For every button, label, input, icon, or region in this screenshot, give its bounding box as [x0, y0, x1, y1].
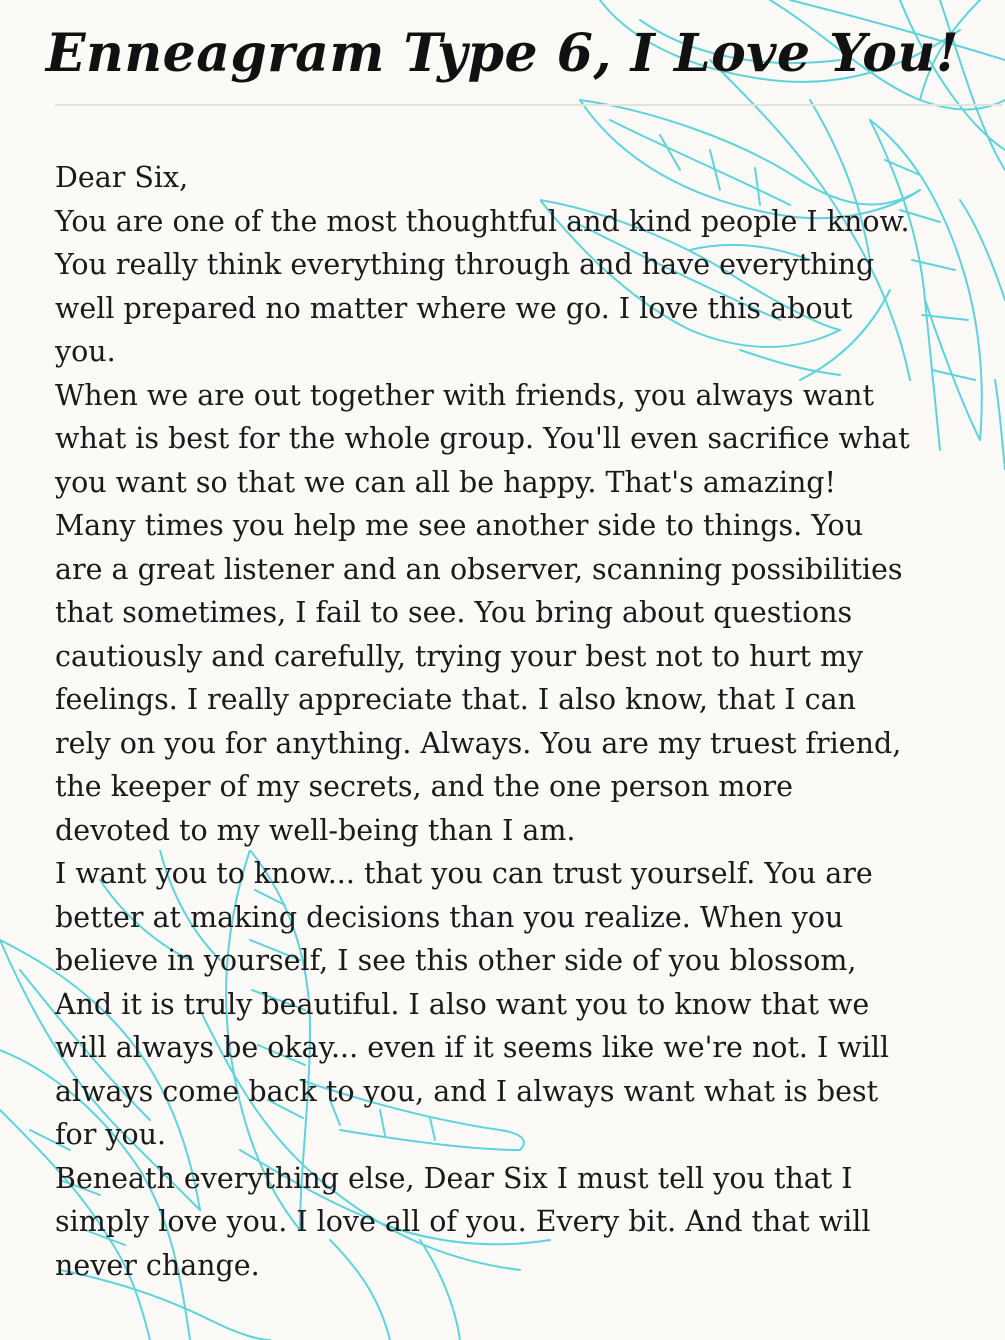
letter-paragraph: You are one of the most thoughtful and kind people I know. You really think everything through and have everything well prepared no matter where we go. I love this about you. [55, 204, 910, 368]
letter-paragraph: I want you to know... that you can trust yourself. You are better at making decisions than you realize. When you believe in yourself, I see this other side of you blossom, And it is truly beautiful. I also want you to know that we will always be okay... even if it seems like we're not. I will always come back to you, and I always want what is best for you. [55, 857, 890, 1151]
page-title: Enneagram Type 6, I Love You! [45, 23, 960, 84]
letter-body [55, 156, 915, 1287]
letter-paragraph: Beneath everything else, Dear Six I must tell you that I simply love you. I love all of you. Every bit. And that will never change. [55, 1161, 871, 1282]
title-divider [55, 104, 1003, 106]
letter-paragraph: Many times you help me see another side to things. You are a great listener and an observer, scanning possibilities that sometimes, I fail to see. You bring about questions cautiously and carefully, trying your best not to hurt my feelings. I really appreciate that. I also know, that I can rely on you for anything. Always. You are my truest friend, the keeper of my secrets, and the one person more devoted to my well-being than I am. [55, 509, 903, 847]
letter-paragraph: When we are out together with friends, you always want what is best for the whole group. You'll even sacrifice what you want so that we can all be happy. That's amazing! [55, 378, 910, 499]
letter-salutation: Dear Six, [55, 161, 189, 194]
